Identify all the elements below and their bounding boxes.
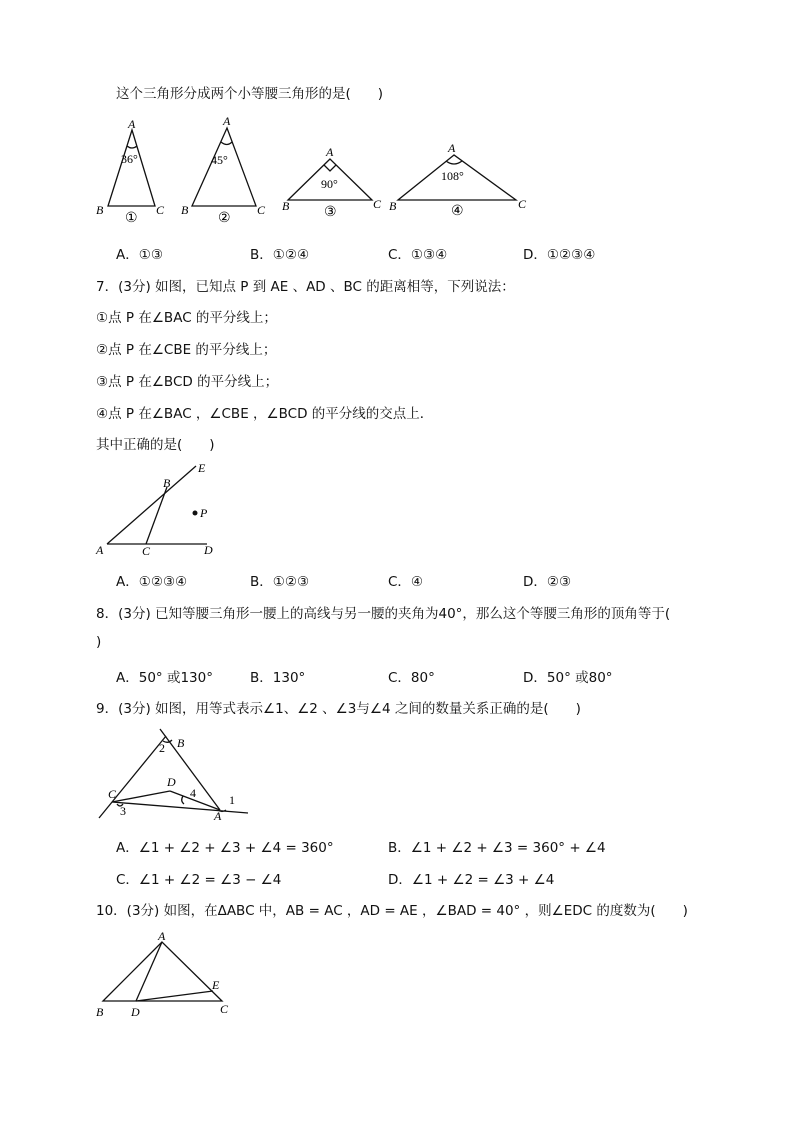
q6-option-b: B．①②④ [250, 247, 310, 263]
q7-option-d: D．②③ [523, 574, 572, 590]
q6-fig1-right: C [156, 203, 165, 217]
q8-option-d: D．50° 或80° [523, 670, 613, 686]
q9-option-a: A．∠1 + ∠2 + ∠3 + ∠4 = 360° [116, 840, 334, 856]
q6-fig4-right: C [518, 197, 527, 211]
q8-option-b: B．130° [250, 670, 306, 686]
q6-fig1-angle: 36° [121, 152, 138, 166]
q6-fig2-right: C [257, 203, 266, 217]
q9-stem: 9．(3分) 如图，用等式表示∠1、∠2 、∠3与∠4 之间的数量关系正确的是( ) [96, 701, 581, 717]
q7-stem: 7．(3分) 如图，已知点 P 到 AE 、AD 、BC 的距离相等，下列说法： [96, 279, 515, 295]
q6-intro: 这个三角形分成两个小等腰三角形的是( ) [116, 86, 384, 102]
q6-fig2-apex: A [223, 114, 231, 128]
q7-statement-1: ①点 P 在∠BAC 的平分线上； [96, 310, 277, 326]
q6-fig3-apex: A [326, 145, 334, 159]
q6-fig4-apex: A [448, 141, 456, 155]
q7-label-p: P [200, 506, 208, 520]
q10-label-a: A [158, 929, 166, 943]
q9-label-c: C [108, 787, 117, 801]
q7-label-e: E [198, 461, 206, 475]
q6-fig4-num: ④ [451, 204, 464, 219]
q8-option-a: A．50° 或130° [116, 670, 213, 686]
q7-figure [94, 460, 234, 560]
q7-option-b: B．①②③ [250, 574, 310, 590]
q7-question: 其中正确的是( ) [96, 437, 215, 453]
q6-option-a: A．①③ [116, 247, 163, 263]
q6-option-c: C．①③④ [388, 247, 448, 263]
q6-fig3-left: B [282, 199, 290, 213]
q9-num-2: 2 [159, 741, 165, 755]
q10-stem: 10．(3分) 如图，在ΔABC 中，AB = AC ，AD = AE ，∠BAD = 40° ，则∠EDC 的度数为( ) [96, 903, 688, 919]
q7-label-b: B [163, 476, 171, 490]
q9-label-a: A [214, 809, 222, 823]
q6-option-d: D．①②③④ [523, 247, 596, 263]
q6-fig1-num: ① [125, 211, 138, 226]
q7-label-d: D [204, 543, 213, 557]
q6-fig2-angle: 45° [211, 153, 228, 167]
q6-figure [90, 112, 540, 227]
q7-statement-2: ②点 P 在∠CBE 的平分线上； [96, 342, 277, 358]
q7-statement-4: ④点 P 在∠BAC ，∠CBE ，∠BCD 的平分线的交点上． [96, 406, 434, 422]
q9-num-3: 3 [120, 804, 126, 818]
q9-option-d: D．∠1 + ∠2 = ∠3 + ∠4 [388, 872, 555, 888]
q10-label-e: E [212, 978, 220, 992]
q10-label-d: D [131, 1005, 140, 1019]
q9-option-c: C．∠1 + ∠2 = ∠3 − ∠4 [116, 872, 282, 888]
q6-fig3-num: ③ [324, 205, 337, 220]
q6-fig3-angle: 90° [321, 177, 338, 191]
q6-fig4-left: B [389, 199, 397, 213]
q7-label-a: A [96, 543, 104, 557]
q6-fig4-angle: 108° [441, 169, 464, 183]
q9-option-b: B．∠1 + ∠2 + ∠3 = 360° + ∠4 [388, 840, 606, 856]
q10-label-c: C [220, 1002, 229, 1016]
q8-stem-end: ) [96, 634, 102, 650]
q7-option-c: C．④ [388, 574, 424, 590]
q7-option-a: A．①②③④ [116, 574, 188, 590]
q6-fig1-left: B [96, 203, 104, 217]
q6-fig1-apex: A [128, 117, 136, 131]
q10-figure [92, 930, 242, 1022]
q10-label-b: B [96, 1005, 104, 1019]
q7-statement-3: ③点 P 在∠BCD 的平分线上； [96, 374, 279, 390]
q6-fig2-left: B [181, 203, 189, 217]
q9-num-1: 1 [229, 793, 235, 807]
q9-label-b: B [177, 736, 185, 750]
q8-option-c: C．80° [388, 670, 435, 686]
q9-num-4: 4 [190, 786, 196, 800]
q7-label-c: C [142, 544, 151, 558]
q6-fig2-num: ② [218, 211, 231, 226]
q9-label-d: D [167, 775, 176, 789]
q9-figure [94, 724, 259, 824]
q6-fig3-right: C [373, 197, 382, 211]
q8-stem: 8．(3分) 已知等腰三角形一腰上的高线与另一腰的夹角为40°，那么这个等腰三角形的顶角等于( [96, 606, 671, 622]
